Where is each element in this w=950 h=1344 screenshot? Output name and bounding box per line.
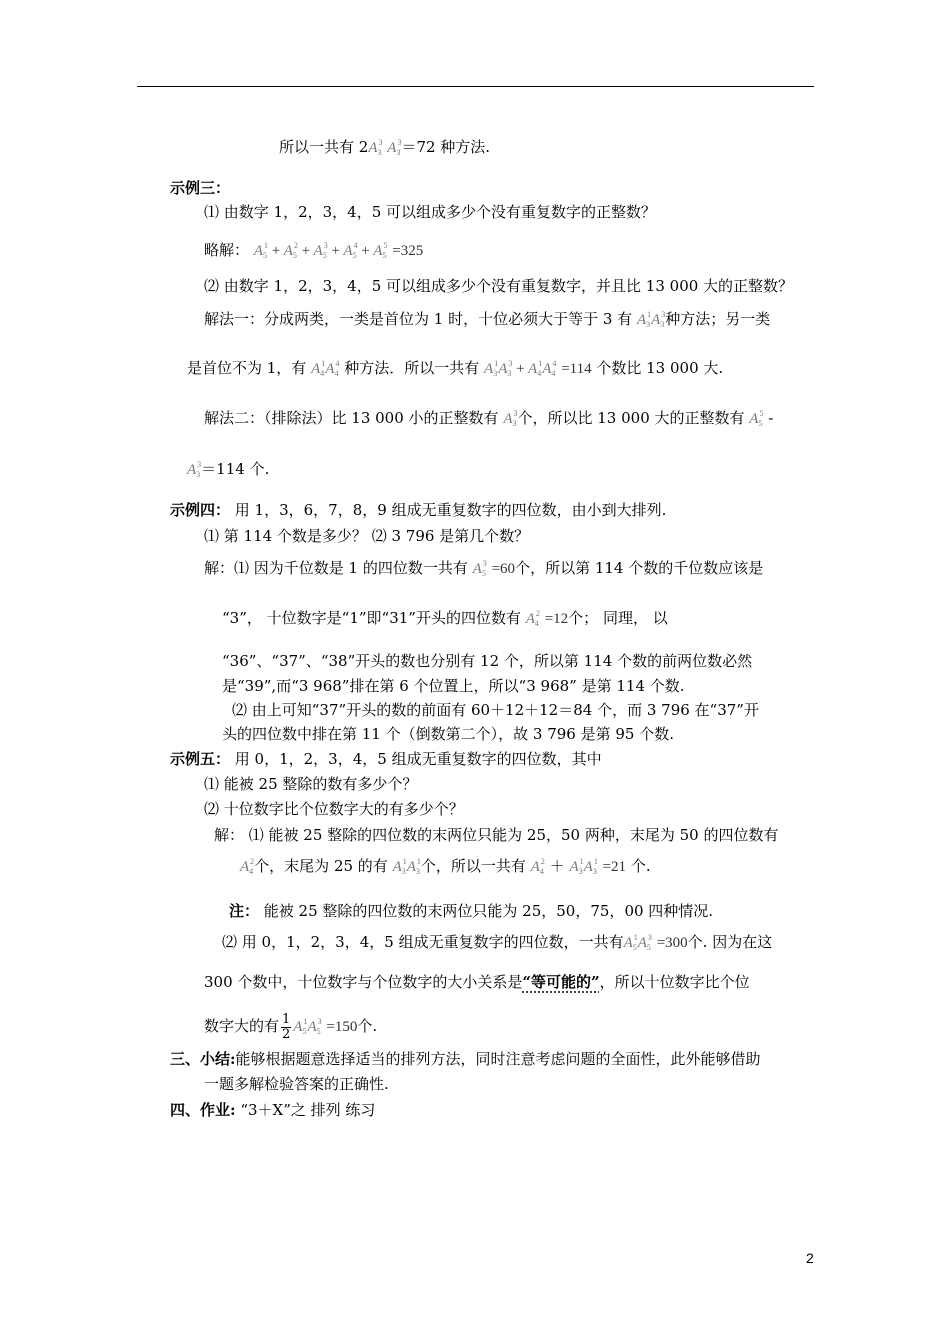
solution-5-line-e: 数字大的有 $\frac{1}{2}$ $A_5^1A_5^3 =150$个. <box>204 1011 378 1042</box>
homework-line: 四、作业: “3＋X”之 排列 练习 <box>170 1101 376 1119</box>
question-3-2: ⑵ 由数字 1，2，3，4，5 可以组成多少个没有重复数字，并且比 13 000 大的正整数？ <box>204 277 794 295</box>
solution-4-line-f: 头的四位数中排在第 11 个（倒数第二个），故 3 796 是第 95 个数. <box>222 725 674 743</box>
question-4: ⑴ 第 114 个数是多少？ ⑵ 3 796 是第几个数？ <box>204 527 530 545</box>
question-5-1: ⑴ 能被 25 整除的数有多少个？ <box>204 775 418 793</box>
solution-4-line-a: 解：⑴ 因为千位数是 1 的四位数一共有 $A_5^3 =60$个，所以第 114 个数的千位数应该是 <box>204 559 764 578</box>
solution-1-line-b: 是首位不为 1，有 $A_4^1A_4^4$ 种方法．所以一共有 $A_3^1A_3^3 + A_4^1A_4^4 =114$ 个数比 13 000 大. <box>187 359 724 378</box>
solution-5-line-c: ⑵ 用 0，1，2，3，4，5 组成无重复数字的四位数，一共有$A_5^1A_5^3 =300$个. 因为在这 <box>222 933 773 952</box>
question-5-2: ⑵ 十位数字比个位数字大的有多少个？ <box>204 800 464 818</box>
solution-1-line-a: 解法一：分成两类，一类是首位为 1 时，十位必须大于等于 3 有 $A_3^1A_3^3$种方法；另一类 <box>204 310 771 329</box>
summary-line-2: 一题多解检验答案的正确性. <box>204 1075 389 1093</box>
solution-2-line-b: $A_3^3=114$ 个. <box>187 460 270 479</box>
question-3-1: ⑴ 由数字 1，2，3，4，5 可以组成多少个没有重复数字的正整数？ <box>204 203 657 221</box>
solution-5-line-b: $A_4^2$个，末尾为 25 的有 $A_3^1A_3^1$个，所以一共有 $A_4^2 + A_3^1A_3^1 =21$ 个. <box>240 857 651 876</box>
solution-5-line-d: 300 个数中，十位数字与个位数字的大小关系是“等可能的”，所以十位数字比个位 <box>204 973 750 991</box>
line-1: 所以一共有 $2A_3^3$ $A_3^3=72$ 种方法. <box>279 138 491 157</box>
solution-5-line-a: 解： ⑴ 能被 25 整除的四位数的末两位只能为 25，50 两种，末尾为 50 的四位数有 <box>214 826 779 844</box>
page-number: 2 <box>806 1250 814 1266</box>
solution-4-line-c: “36”、“37”、“38”开头的数也分别有 12 个，所以第 114 个数的前两位数必然 <box>222 652 753 670</box>
header-rule <box>137 86 814 87</box>
solution-2-line-a: 解法二：（排除法）比 13 000 小的正整数有 $A_3^3$个，所以比 13 000 大的正整数有 $A_5^5$ - <box>204 409 774 428</box>
answer-3-1: 略解： $A_5^1 + A_5^2 + A_5^3 + A_5^4 + A_5^5 =325$ <box>204 241 424 260</box>
heading-example-5: 示例五： 用 0，1，2，3，4，5 组成无重复数字的四位数，其中 <box>170 750 602 768</box>
solution-4-line-b: “3”， 十位数字是“1”即“31”开头的四位数有 $A_4^2 =12$个； 同理， 以 <box>222 609 668 628</box>
summary-line-1: 三、小结:能够根据题意选择适当的排列方法，同时注意考虑问题的全面性，此外能够借助 <box>170 1050 761 1068</box>
heading-example-4: 示例四： 用 1，3，6，7，8，9 组成无重复数字的四位数，由小到大排列. <box>170 501 667 519</box>
heading-example-3: 示例三： <box>170 179 231 197</box>
fraction-one-half: $\frac{1}{2}$ <box>282 1011 291 1042</box>
solution-4-line-d: 是“39”,而“3 968”排在第 6 个位置上，所以“3 968” 是第 114 个数. <box>222 677 685 695</box>
note-line: 注： 能被 25 整除的四位数的末两位只能为 25，50，75，00 四种情况. <box>229 902 714 920</box>
solution-4-line-e: ⑵ 由上可知“37”开头的数的前面有 60＋12＋12＝84 个，而 3 796 在“37”开 <box>232 701 759 719</box>
